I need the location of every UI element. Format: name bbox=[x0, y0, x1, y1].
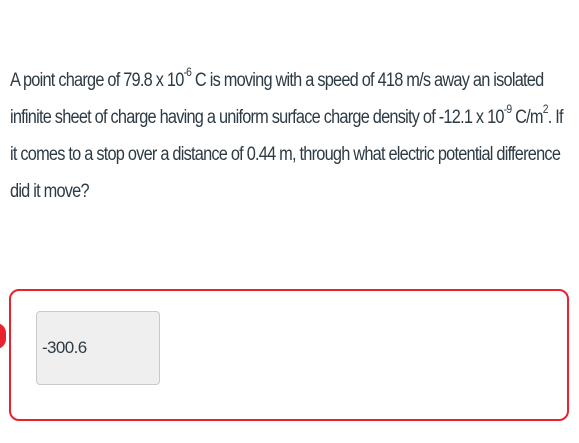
exponent: -9 bbox=[503, 101, 512, 116]
exponent: -6 bbox=[183, 64, 192, 79]
question-part: C is moving with a speed of 418 m/s away an isolated infinite sheet of charge having a uniform surface charge density of -12.1 x 10 bbox=[10, 70, 544, 128]
exponent: 2 bbox=[542, 101, 548, 116]
incorrect-indicator-icon bbox=[0, 323, 6, 349]
question-part: A point charge of 79.8 x 10 bbox=[10, 70, 184, 91]
answer-input[interactable] bbox=[36, 311, 160, 385]
question-part: C/m bbox=[511, 107, 543, 128]
question-text bbox=[10, 62, 569, 210]
question-part: . If it comes to a stop over a distance of 0.44 m, through what electric potential difference did it move? bbox=[10, 107, 563, 202]
